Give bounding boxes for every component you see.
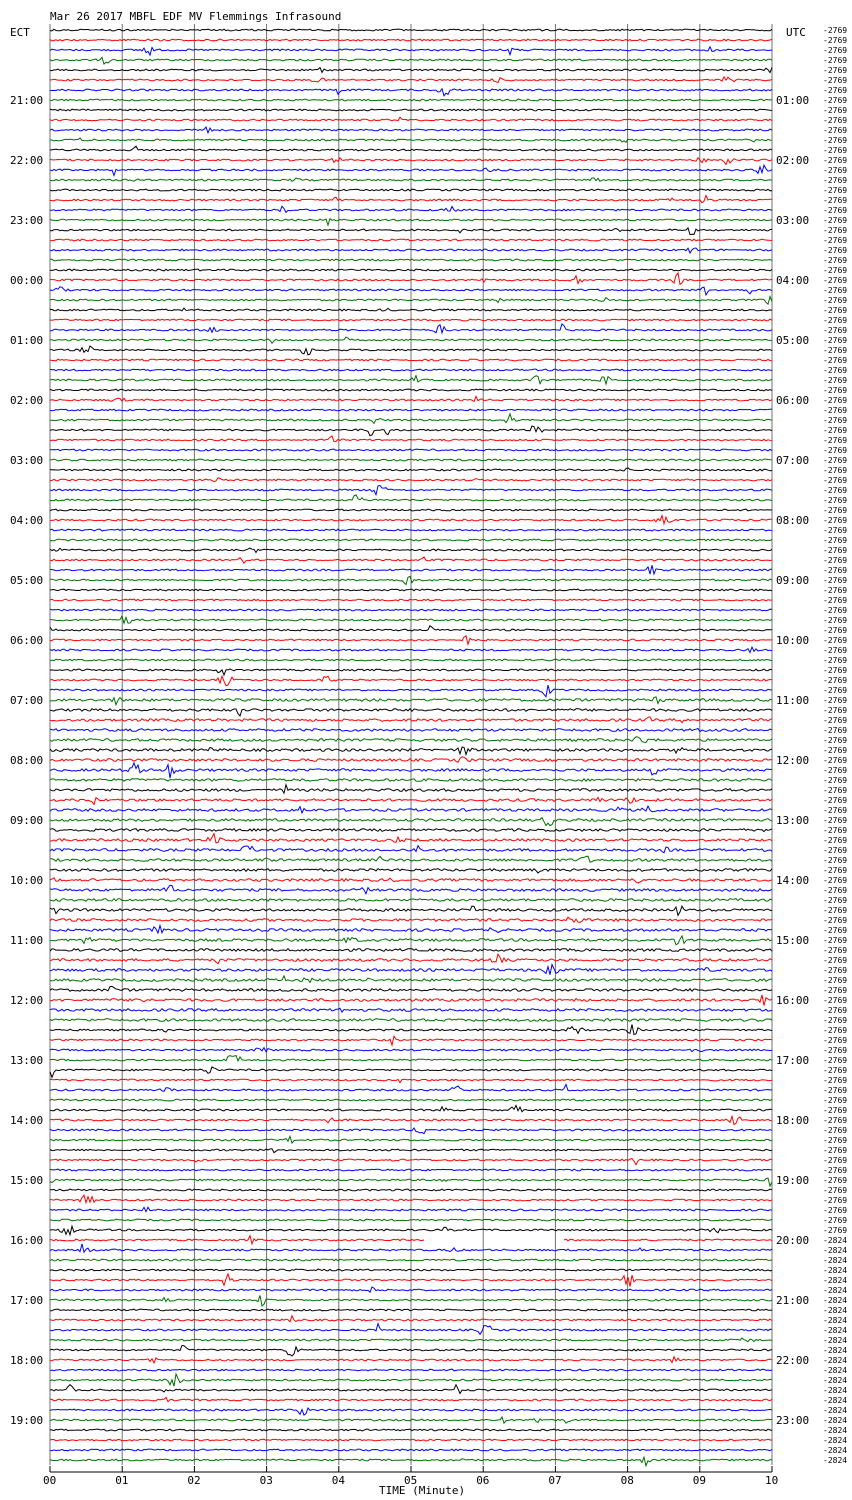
row-value-label: -2769	[823, 806, 848, 815]
row-value-label: -2769	[823, 1136, 848, 1145]
left-time-label: 10:00	[10, 874, 44, 887]
row-value-label: -2769	[823, 266, 848, 275]
left-time-label: 01:00	[10, 334, 44, 347]
left-time-label: 22:00	[10, 154, 44, 167]
row-value-label: -2769	[823, 1146, 848, 1155]
row-value-label: -2824	[823, 1286, 848, 1295]
left-time-label: 19:00	[10, 1414, 44, 1427]
row-value-label: -2824	[823, 1326, 848, 1335]
left-time-label: 15:00	[10, 1174, 44, 1187]
row-value-label: -2769	[823, 906, 848, 915]
left-time-label: 09:00	[10, 814, 44, 827]
row-value-label: -2769	[823, 1226, 848, 1235]
x-tick-label: 04	[331, 1474, 346, 1487]
left-time-label: 14:00	[10, 1114, 44, 1127]
x-tick-label: 01	[115, 1474, 129, 1487]
right-time-label: 14:00	[776, 874, 810, 887]
row-value-label: -2769	[823, 486, 848, 495]
row-value-label: -2769	[823, 736, 848, 745]
row-value-label: -2769	[823, 706, 848, 715]
row-value-label: -2824	[823, 1366, 848, 1375]
right-time-label: 23:00	[776, 1414, 810, 1427]
row-value-label: -2769	[823, 1126, 848, 1135]
row-value-label: -2769	[823, 1046, 848, 1055]
right-time-label: 18:00	[776, 1114, 810, 1127]
row-value-label: -2769	[823, 726, 848, 735]
row-value-label: -2769	[823, 46, 848, 55]
row-value-label: -2769	[823, 306, 848, 315]
row-value-label: -2769	[823, 496, 848, 505]
row-value-label: -2769	[823, 1176, 848, 1185]
row-value-label: -2769	[823, 866, 848, 875]
row-value-label: -2769	[823, 1056, 848, 1065]
row-value-label: -2769	[823, 1196, 848, 1205]
row-value-label: -2769	[823, 506, 848, 515]
row-value-label: -2769	[823, 136, 848, 145]
row-value-label: -2769	[823, 816, 848, 825]
left-time-label: 12:00	[10, 994, 44, 1007]
row-value-label: -2769	[823, 336, 848, 345]
row-value-label: -2769	[823, 556, 848, 565]
right-time-labels	[776, 94, 809, 1427]
row-value-label: -2769	[823, 1116, 848, 1125]
row-value-label: -2769	[823, 26, 848, 35]
row-value-label: -2824	[823, 1456, 848, 1465]
row-value-label: -2769	[823, 1206, 848, 1215]
row-value-label: -2769	[823, 426, 848, 435]
x-tick-label: 08	[620, 1474, 634, 1487]
x-tick-label: 06	[476, 1474, 490, 1487]
row-value-label: -2769	[823, 236, 848, 245]
row-value-label: -2769	[823, 526, 848, 535]
row-value-label: -2769	[823, 1066, 848, 1075]
row-value-label: -2769	[823, 76, 848, 85]
left-time-label: 04:00	[10, 514, 44, 527]
row-value-label: -2769	[823, 536, 848, 545]
row-value-label: -2769	[823, 246, 848, 255]
row-value-label: -2769	[823, 976, 848, 985]
row-value-label: -2769	[823, 856, 848, 865]
row-value-label: -2769	[823, 916, 848, 925]
row-value-label: -2824	[823, 1276, 848, 1285]
left-time-label: 03:00	[10, 454, 44, 467]
row-value-label: -2769	[823, 346, 848, 355]
right-time-label: 01:00	[776, 94, 810, 107]
right-axis-label: UTC	[786, 26, 806, 39]
row-value-label: -2769	[823, 366, 848, 375]
row-value-label: -2769	[823, 1186, 848, 1195]
x-tick-label: 09	[692, 1474, 707, 1487]
x-tick-label: 00	[43, 1474, 57, 1487]
row-value-label: -2769	[823, 276, 848, 285]
row-value-label: -2769	[823, 316, 848, 325]
right-time-label: 15:00	[776, 934, 810, 947]
row-value-label: -2769	[823, 546, 848, 555]
x-tick-label: 02	[187, 1474, 201, 1487]
row-value-label: -2769	[823, 446, 848, 455]
left-time-label: 23:00	[10, 214, 44, 227]
right-time-label: 04:00	[776, 274, 810, 287]
row-value-label: -2824	[823, 1256, 848, 1265]
row-value-label: -2769	[823, 666, 848, 675]
right-time-label: 11:00	[776, 694, 810, 707]
row-value-label: -2769	[823, 746, 848, 755]
row-value-label: -2769	[823, 1076, 848, 1085]
row-value-label: -2769	[823, 1086, 848, 1095]
x-tick-label: 07	[548, 1474, 562, 1487]
row-value-label: -2769	[823, 756, 848, 765]
row-value-label: -2769	[823, 416, 848, 425]
row-value-label: -2824	[823, 1386, 848, 1395]
left-time-label: 05:00	[10, 574, 44, 587]
x-axis-label: TIME (Minute)	[379, 1484, 466, 1497]
x-tick-label: 05	[404, 1474, 418, 1487]
left-time-label: 07:00	[10, 694, 44, 707]
row-value-label: -2824	[823, 1406, 848, 1415]
row-value-label: -2769	[823, 716, 848, 725]
row-value-label: -2769	[823, 886, 848, 895]
row-value-label: -2769	[823, 876, 848, 885]
row-value-label: -2769	[823, 836, 848, 845]
row-value-label: -2769	[823, 176, 848, 185]
row-value-label: -2769	[823, 686, 848, 695]
row-value-label: -2769	[823, 216, 848, 225]
row-value-label: -2769	[823, 956, 848, 965]
row-value-label: -2824	[823, 1336, 848, 1345]
row-value-label: -2769	[823, 626, 848, 635]
row-value-label: -2769	[823, 926, 848, 935]
trace-row	[50, 189, 772, 191]
row-value-label: -2769	[823, 606, 848, 615]
row-value-label: -2769	[823, 566, 848, 575]
row-value-label: -2769	[823, 386, 848, 395]
row-value-label: -2769	[823, 896, 848, 905]
row-value-label: -2769	[823, 1166, 848, 1175]
row-value-label: -2769	[823, 586, 848, 595]
row-value-label: -2769	[823, 126, 848, 135]
x-tick-label: 03	[259, 1474, 273, 1487]
row-value-label: -2769	[823, 86, 848, 95]
row-value-label: -2769	[823, 646, 848, 655]
row-value-label: -2769	[823, 356, 848, 365]
row-value-label: -2769	[823, 616, 848, 625]
row-value-label: -2769	[823, 456, 848, 465]
left-time-label: 18:00	[10, 1354, 44, 1367]
row-value-label: -2769	[823, 66, 848, 75]
right-time-label: 17:00	[776, 1054, 810, 1067]
row-value-label: -2769	[823, 396, 848, 405]
row-value-label: -2824	[823, 1236, 848, 1245]
row-value-label: -2769	[823, 116, 848, 125]
row-value-label: -2769	[823, 786, 848, 795]
row-value-label: -2769	[823, 986, 848, 995]
row-value-label: -2824	[823, 1396, 848, 1405]
row-value-label: -2769	[823, 326, 848, 335]
left-time-label: 17:00	[10, 1294, 44, 1307]
row-value-label: -2769	[823, 1156, 848, 1165]
row-value-label: -2824	[823, 1346, 848, 1355]
row-value-label: -2769	[823, 106, 848, 115]
row-value-label: -2769	[823, 696, 848, 705]
left-time-label: 21:00	[10, 94, 44, 107]
row-value-label: -2824	[823, 1426, 848, 1435]
row-value-label: -2769	[823, 516, 848, 525]
left-time-label: 11:00	[10, 934, 44, 947]
row-value-label: -2769	[823, 286, 848, 295]
row-value-label: -2769	[823, 256, 848, 265]
left-time-label: 00:00	[10, 274, 44, 287]
row-value-label: -2769	[823, 936, 848, 945]
right-time-label: 03:00	[776, 214, 810, 227]
row-value-label: -2769	[823, 146, 848, 155]
left-axis-label: ECT	[10, 26, 30, 39]
row-value-label: -2769	[823, 766, 848, 775]
right-time-label: 13:00	[776, 814, 810, 827]
left-time-label: 06:00	[10, 634, 44, 647]
row-value-label: -2824	[823, 1296, 848, 1305]
row-value-label: -2769	[823, 1006, 848, 1015]
row-value-label: -2769	[823, 186, 848, 195]
right-time-label: 08:00	[776, 514, 810, 527]
row-value-label: -2769	[823, 436, 848, 445]
row-value-label: -2769	[823, 1096, 848, 1105]
right-time-label: 20:00	[776, 1234, 810, 1247]
row-value-label: -2769	[823, 656, 848, 665]
row-value-label: -2769	[823, 476, 848, 485]
left-time-label: 08:00	[10, 754, 44, 767]
row-value-label: -2769	[823, 156, 848, 165]
right-time-label: 02:00	[776, 154, 810, 167]
row-value-label: -2824	[823, 1246, 848, 1255]
left-time-labels	[10, 94, 43, 1427]
row-value-label: -2769	[823, 776, 848, 785]
row-value-label: -2769	[823, 996, 848, 1005]
right-time-label: 05:00	[776, 334, 810, 347]
row-value-label: -2769	[823, 1016, 848, 1025]
row-value-label: -2824	[823, 1436, 848, 1445]
right-time-label: 09:00	[776, 574, 810, 587]
row-value-label: -2769	[823, 406, 848, 415]
row-value-label: -2824	[823, 1446, 848, 1455]
row-value-label: -2769	[823, 1026, 848, 1035]
row-value-label: -2824	[823, 1416, 848, 1425]
right-time-label: 22:00	[776, 1354, 810, 1367]
row-value-label: -2769	[823, 576, 848, 585]
row-value-label: -2824	[823, 1356, 848, 1365]
row-value-label: -2769	[823, 196, 848, 205]
row-value-label: -2824	[823, 1376, 848, 1385]
row-value-label: -2769	[823, 466, 848, 475]
row-value-label: -2769	[823, 166, 848, 175]
right-time-label: 19:00	[776, 1174, 810, 1187]
row-value-label: -2769	[823, 636, 848, 645]
row-value-label: -2769	[823, 226, 848, 235]
row-value-label: -2824	[823, 1306, 848, 1315]
right-time-label: 12:00	[776, 754, 810, 767]
row-value-label: -2769	[823, 296, 848, 305]
x-tick-label: 10	[765, 1474, 779, 1487]
chart-title: Mar 26 2017 MBFL EDF MV Flemmings Infrasound	[50, 10, 342, 23]
row-value-label: -2769	[823, 56, 848, 65]
row-value-label: -2769	[823, 946, 848, 955]
row-value-label: -2769	[823, 1216, 848, 1225]
row-value-label: -2769	[823, 826, 848, 835]
row-value-label: -2769	[823, 376, 848, 385]
row-value-label: -2769	[823, 966, 848, 975]
row-value-label: -2824	[823, 1266, 848, 1275]
right-time-label: 21:00	[776, 1294, 810, 1307]
row-value-label: -2769	[823, 796, 848, 805]
left-time-label: 13:00	[10, 1054, 44, 1067]
row-value-label: -2769	[823, 36, 848, 45]
left-time-label: 16:00	[10, 1234, 44, 1247]
right-time-label: 16:00	[776, 994, 810, 1007]
row-value-label: -2769	[823, 596, 848, 605]
row-value-label: -2769	[823, 1106, 848, 1115]
row-value-label: -2769	[823, 96, 848, 105]
right-time-label: 06:00	[776, 394, 810, 407]
row-value-label: -2769	[823, 1036, 848, 1045]
row-value-label: -2769	[823, 676, 848, 685]
row-value-label: -2824	[823, 1316, 848, 1325]
right-time-label: 10:00	[776, 634, 810, 647]
row-value-label: -2769	[823, 846, 848, 855]
right-time-label: 07:00	[776, 454, 810, 467]
row-value-label: -2769	[823, 206, 848, 215]
row-value-labels	[823, 26, 847, 1465]
left-time-label: 02:00	[10, 394, 44, 407]
